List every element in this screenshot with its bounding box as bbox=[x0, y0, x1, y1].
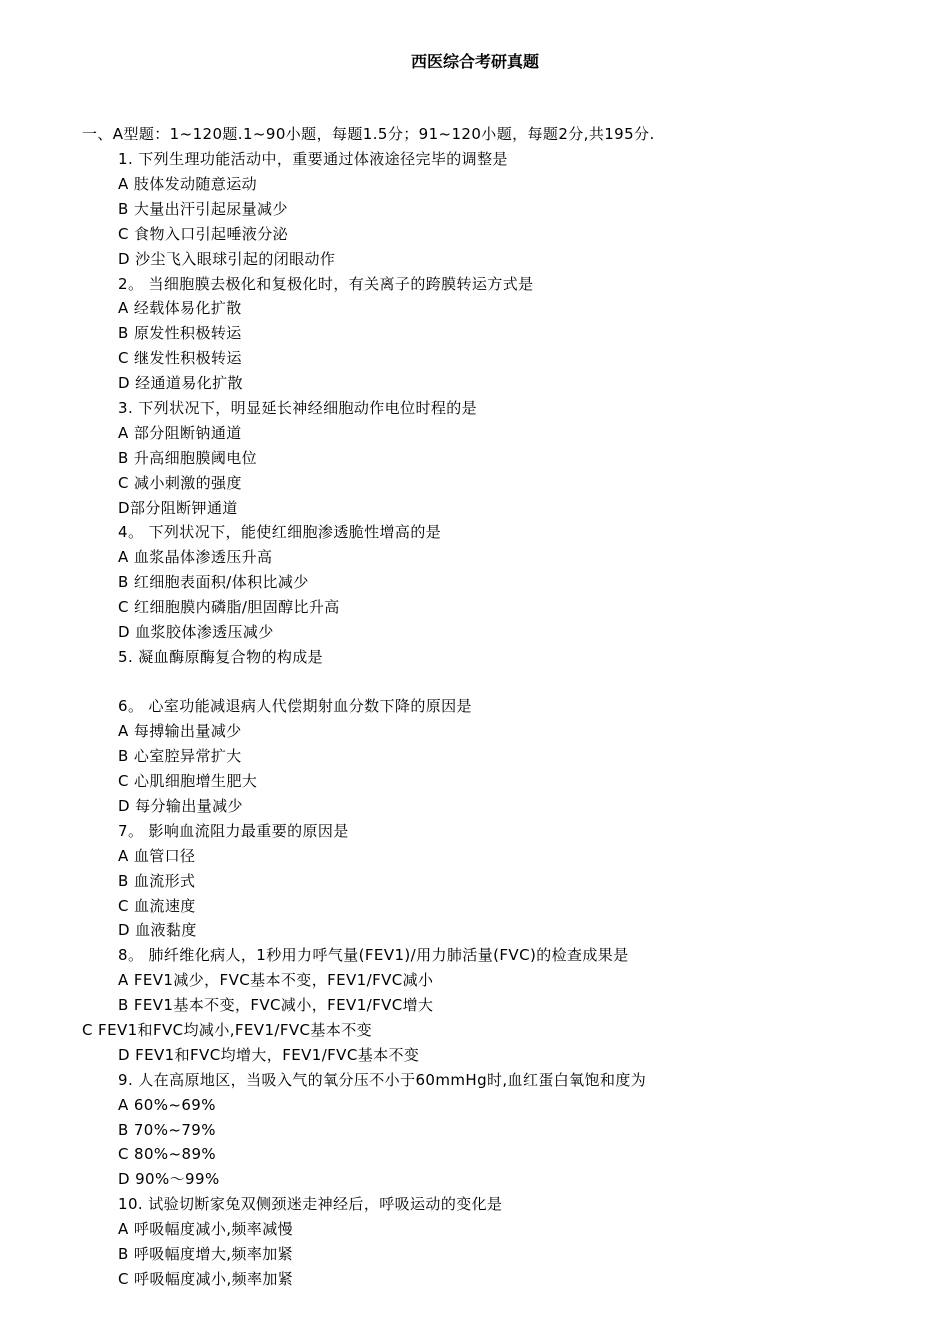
q7-stem: 7。 影响血流阻力最重要的原因是 bbox=[118, 822, 349, 840]
q6-option-c: C 心肌细胞增生肥大 bbox=[118, 772, 258, 790]
q9-option-c: C 80%~89% bbox=[118, 1145, 217, 1163]
q6-option-b: B 心室腔异常扩大 bbox=[118, 747, 242, 765]
q10-option-a: A 呼吸幅度减小,频率减慢 bbox=[118, 1220, 293, 1238]
document-title: 西医综合考研真题 bbox=[410, 52, 539, 71]
q8-option-b: B FEV1基本不变，FVC减小，FEV1/FVC增大 bbox=[118, 996, 434, 1014]
q4-option-a: A 血浆晶体渗透压升高 bbox=[118, 548, 273, 566]
q4-option-b: B 红细胞表面积/体积比减少 bbox=[118, 573, 309, 591]
q8-option-c: C FEV1和FVC均减小,FEV1/FVC基本不变 bbox=[82, 1021, 373, 1039]
q1-option-d: D 沙尘飞入眼球引起的闭眼动作 bbox=[118, 250, 336, 268]
q1-option-b: B 大量出汗引起尿量减少 bbox=[118, 200, 288, 218]
q4-option-d: D 血浆胶体渗透压减少 bbox=[118, 623, 274, 641]
q6-option-d: D 每分输出量减少 bbox=[118, 797, 243, 815]
q8-stem: 8。 肺纤维化病人，1秒用力呼气量(FEV1)/用力肺活量(FVC)的检查成果是 bbox=[118, 946, 629, 964]
section-header: 一、A型题：1~120题.1~90小题，每题1.5分；91~120小题，每题2分,共195分. bbox=[82, 125, 655, 143]
q7-option-a: A 血管口径 bbox=[118, 847, 196, 865]
q3-stem: 3. 下列状况下，明显延长神经细胞动作电位时程的是 bbox=[118, 399, 478, 417]
q1-option-c: C 食物入口引起唾液分泌 bbox=[118, 225, 289, 243]
q6-stem: 6。 心室功能减退病人代偿期射血分数下降的原因是 bbox=[118, 697, 472, 715]
q1-stem: 1. 下列生理功能活动中，重要通过体液途径完毕的调整是 bbox=[118, 150, 508, 168]
q8-option-d: D FEV1和FVC均增大，FEV1/FVC基本不变 bbox=[118, 1046, 420, 1064]
q7-option-c: C 血流速度 bbox=[118, 897, 196, 915]
q4-stem: 4。 下列状况下，能使红细胞渗透脆性增高的是 bbox=[118, 523, 442, 541]
q10-option-b: B 呼吸幅度增大,频率加紧 bbox=[118, 1245, 294, 1263]
q2-stem: 2。 当细胞膜去极化和复极化时，有关离子的跨膜转运方式是 bbox=[118, 275, 534, 293]
q2-option-c: C 继发性积极转运 bbox=[118, 349, 242, 367]
q1-option-a: A 肢体发动随意运动 bbox=[118, 175, 258, 193]
q9-option-a: A 60%~69% bbox=[118, 1096, 216, 1114]
q9-option-b: B 70%~79% bbox=[118, 1121, 216, 1139]
q2-option-a: A 经载体易化扩散 bbox=[118, 299, 242, 317]
q2-option-d: D 经通道易化扩散 bbox=[118, 374, 243, 392]
q5-stem: 5. 凝血酶原酶复合物的构成是 bbox=[118, 648, 324, 666]
q6-option-a: A 每搏输出量减少 bbox=[118, 722, 242, 740]
q8-option-a: A FEV1减少，FVC基本不变，FEV1/FVC减小 bbox=[118, 971, 434, 989]
q3-option-b: B 升高细胞膜阈电位 bbox=[118, 449, 258, 467]
q2-option-b: B 原发性积极转运 bbox=[118, 324, 242, 342]
q4-option-c: C 红细胞膜内磷脂/胆固醇比升高 bbox=[118, 598, 340, 616]
q3-option-c: C 减小刺激的强度 bbox=[118, 474, 242, 492]
q10-stem: 10. 试验切断家兔双侧颈迷走神经后，呼吸运动的变化是 bbox=[118, 1195, 503, 1213]
q9-stem: 9. 人在高原地区，当吸入气的氧分压不小于60mmHg时,血红蛋白氧饱和度为 bbox=[118, 1071, 647, 1089]
q7-option-d: D 血液黏度 bbox=[118, 921, 197, 939]
q7-option-b: B 血流形式 bbox=[118, 872, 196, 890]
q3-option-a: A 部分阻断钠通道 bbox=[118, 424, 242, 442]
q10-option-c: C 呼吸幅度减小,频率加紧 bbox=[118, 1270, 294, 1288]
q9-option-d: D 90%～99% bbox=[118, 1170, 220, 1188]
q3-option-d: D部分阻断钾通道 bbox=[118, 499, 238, 517]
